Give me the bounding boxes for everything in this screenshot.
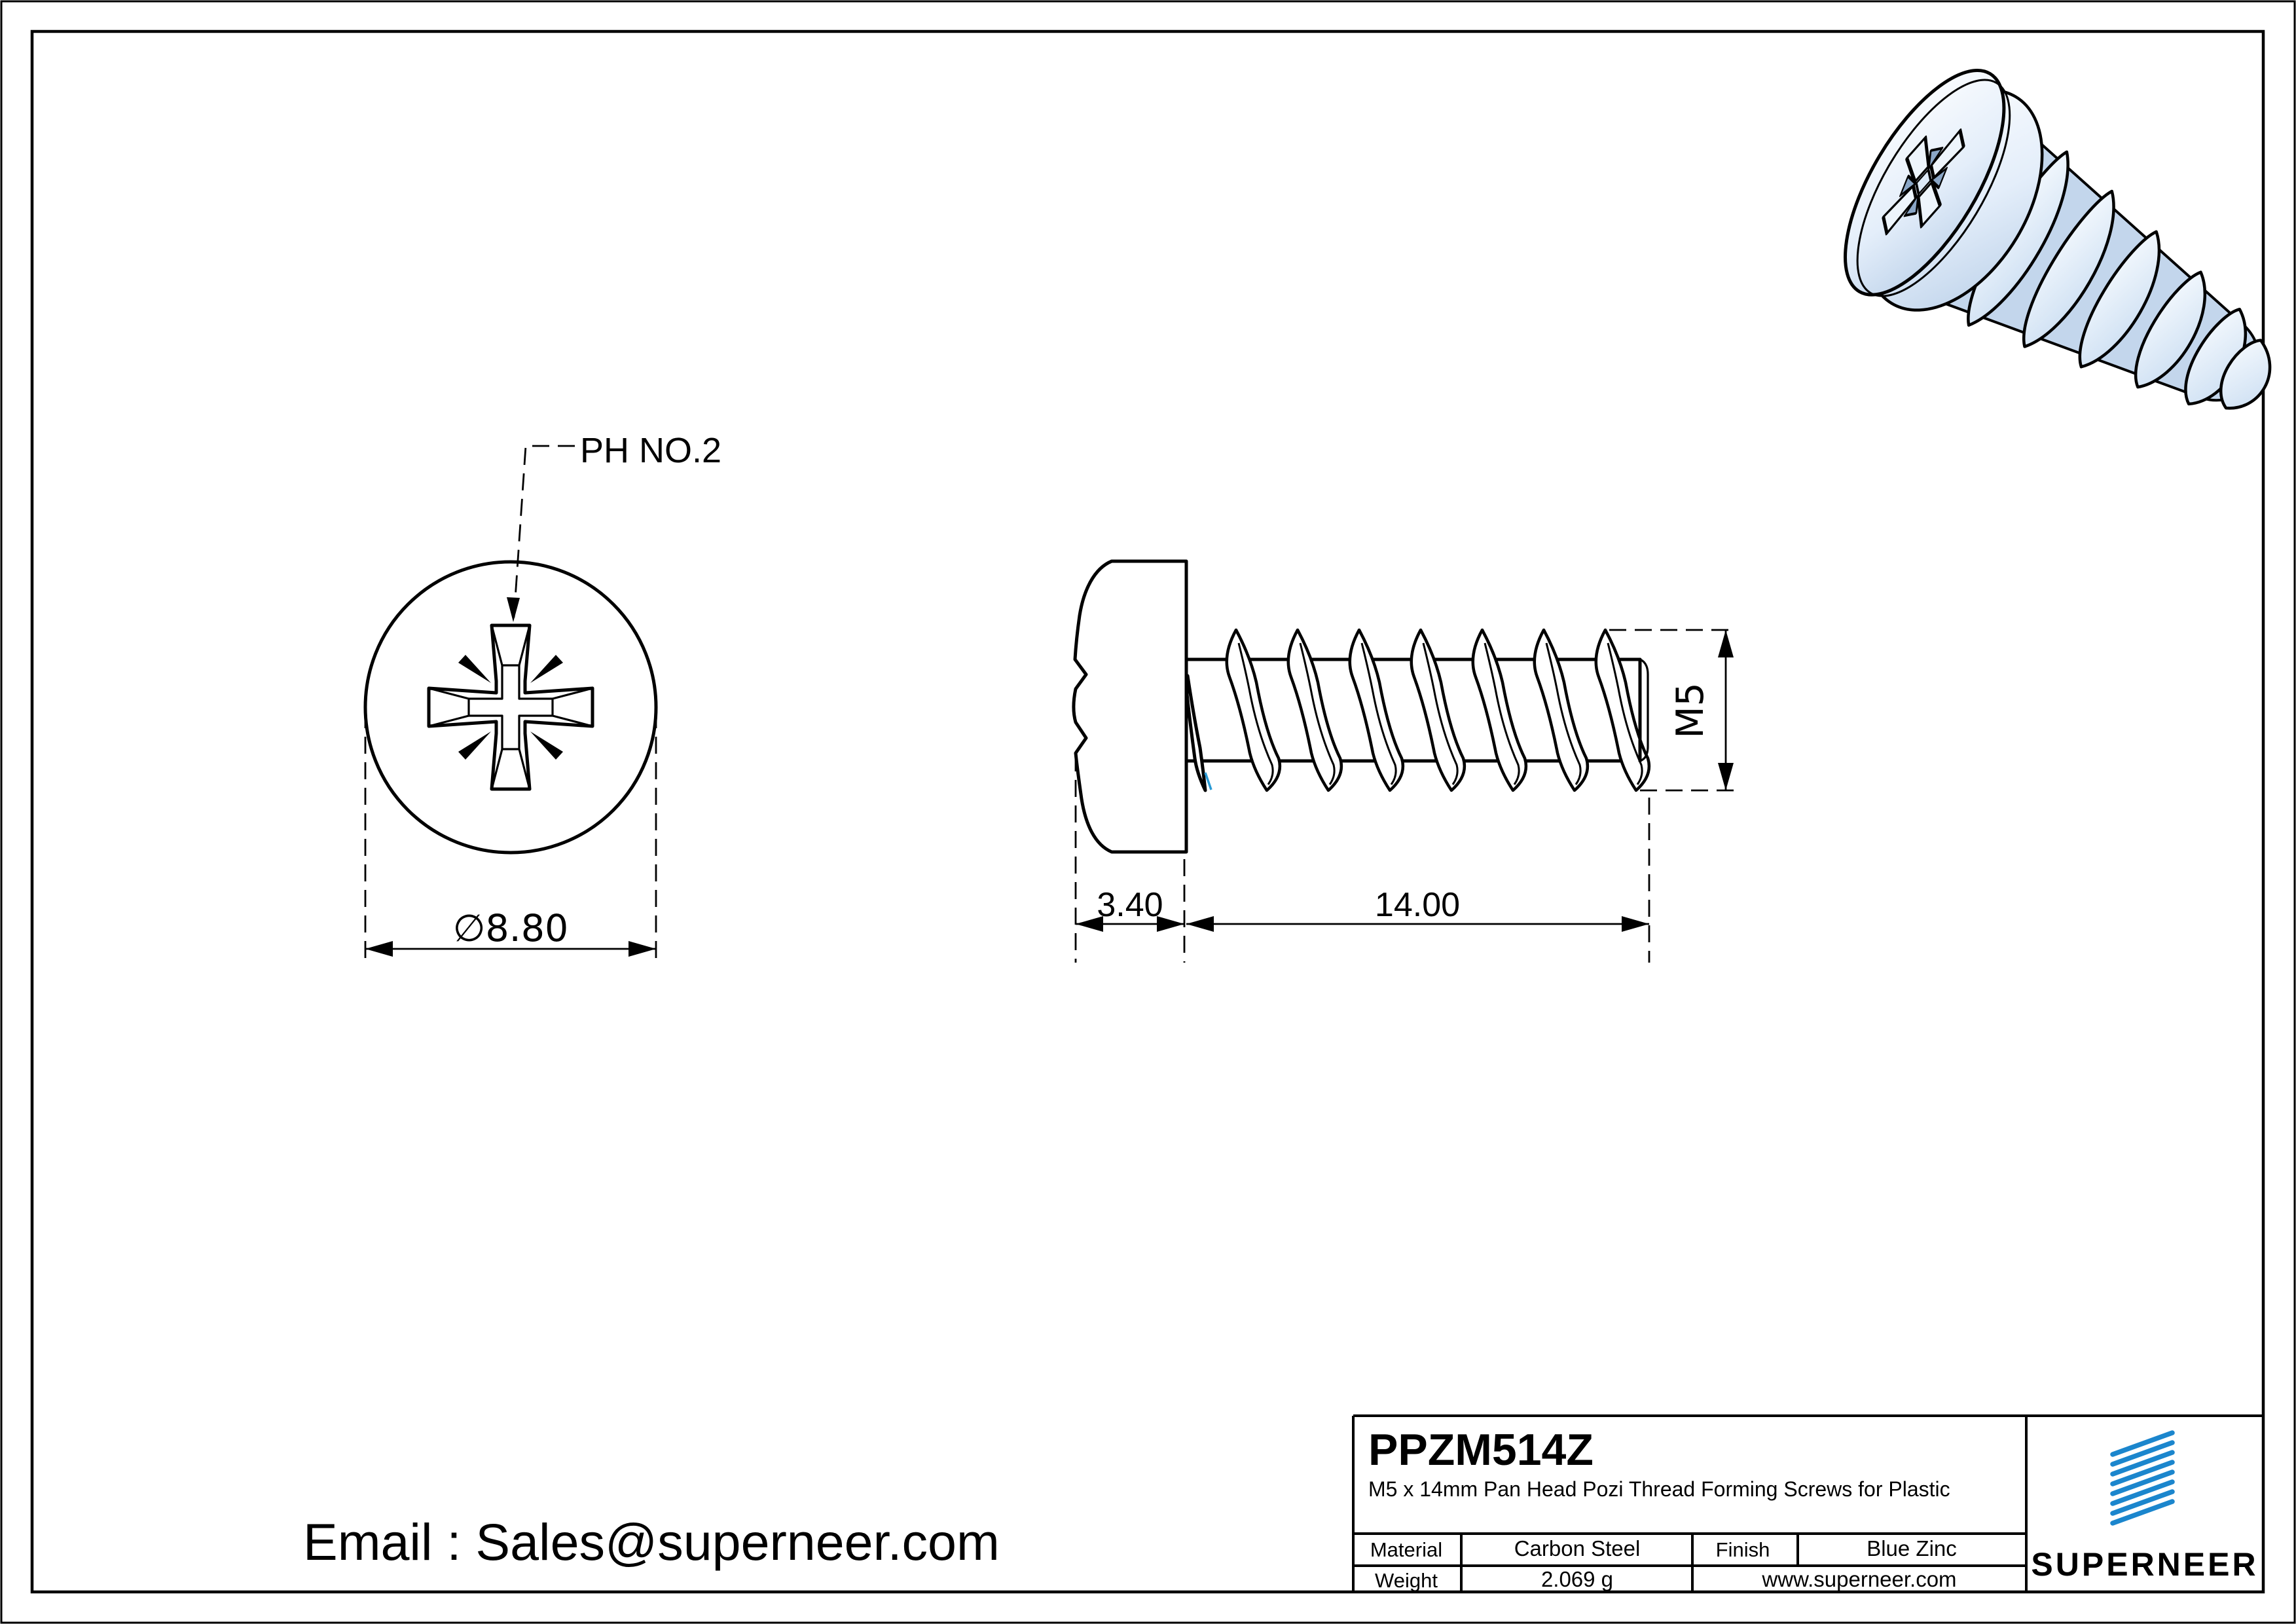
- recess-label: PH NO.2: [580, 431, 722, 470]
- diameter-dim-label: ∅8.80: [452, 907, 569, 950]
- head-profile: [1074, 561, 1186, 852]
- brand-name: SUPERNEER: [2031, 1546, 2259, 1583]
- finish-label: Finish: [1715, 1538, 1770, 1561]
- weight-label: Weight: [1375, 1569, 1438, 1592]
- website-link[interactable]: www.superneer.com: [1762, 1567, 1957, 1591]
- thread-length-label: 14.00: [1374, 886, 1461, 924]
- finish-value: Blue Zinc: [1867, 1536, 1957, 1560]
- email-text: Email : Sales@superneer.com: [303, 1513, 1000, 1571]
- part-number: PPZM514Z: [1368, 1425, 1594, 1475]
- material-label: Material: [1370, 1538, 1443, 1561]
- part-description: M5 x 14mm Pan Head Pozi Thread Forming Screws for Plastic: [1368, 1477, 1950, 1501]
- head-height-label: 3.40: [1097, 886, 1163, 924]
- weight-value: 2.069 g: [1540, 1567, 1614, 1591]
- material-value: Carbon Steel: [1514, 1536, 1641, 1560]
- m5-dim-label: M5: [1669, 682, 1712, 739]
